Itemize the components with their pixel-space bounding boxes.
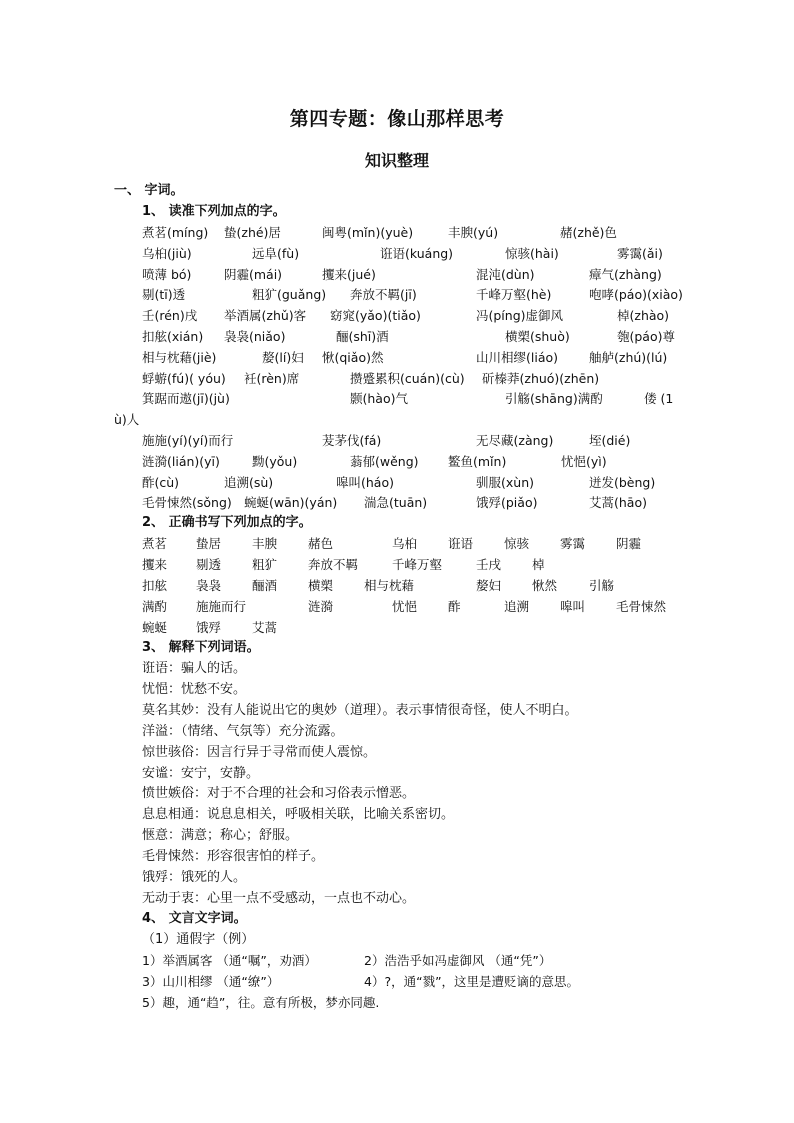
pron-item: 蜉蝣(fú)( yóu): [142, 370, 226, 386]
pron-item: 艾蒿(hāo): [589, 495, 647, 511]
write-item: 横槊: [308, 578, 334, 593]
write-item: 诳语: [448, 536, 474, 551]
pron-row: [0, 244, 794, 264]
tongjia-item: 2）浩浩乎如冯虚御风 （通“凭”）: [364, 953, 552, 968]
pron-row: [0, 410, 794, 430]
pron-item: 奔放不羁(jī): [350, 287, 417, 303]
pron-item: 引觞(shāng)满酌: [505, 391, 603, 407]
pron-item: 举酒属(zhǔ)客: [224, 308, 307, 324]
pron-item: 酢(cù): [142, 474, 180, 490]
tongjia-item: 4）?，通“戮”，这里是遭贬谪的意思。: [364, 974, 580, 989]
pron-item: 壬(rén)戌: [142, 308, 198, 324]
write-item: 涟漪: [308, 599, 334, 614]
pron-item: 阴霾(mái): [224, 266, 283, 282]
pron-item: 雾霭(ǎi): [617, 245, 663, 261]
pron-item: 饿殍(piǎo): [476, 495, 538, 511]
write-item: 嫠妇: [476, 578, 502, 593]
pron-item: 偻 (1: [644, 391, 674, 407]
pron-row: [0, 369, 794, 389]
write-item: 愀然: [532, 578, 558, 593]
pron-item: 鳘鱼(mǐn): [448, 453, 507, 469]
write-row: [0, 618, 794, 638]
pron-item: 混沌(dùn): [476, 266, 535, 282]
pron-item: 颢(hào)气: [350, 391, 408, 407]
pron-row: [0, 265, 794, 285]
pron-item: 远阜(fù): [252, 245, 300, 261]
pron-row: [0, 431, 794, 451]
write-item: 酢: [448, 599, 461, 614]
definition-item: 惬意：满意；称心；舒服。: [142, 828, 299, 844]
write-item: 奔放不羁: [308, 557, 359, 572]
pron-row: [0, 223, 794, 243]
pron-item: 涟漪(lián)(yī): [142, 453, 220, 469]
pron-item: 匏(páo)尊: [617, 329, 675, 344]
write-item: 袅袅: [196, 578, 222, 593]
definition-item: 忧悒：忧愁不安。: [142, 681, 247, 697]
pron-item: 剔(tī)透: [142, 287, 186, 303]
pron-item: 蓊郁(wěng): [350, 453, 419, 469]
tongjia-row: [0, 972, 794, 992]
write-item: 剔透: [196, 557, 222, 572]
write-item: 惊骇: [504, 536, 530, 551]
section-heading-words: 一、 字词。: [114, 183, 184, 198]
page-subtitle: 知识整理: [364, 151, 429, 170]
write-item: 乌桕: [392, 536, 418, 551]
pron-item: 湍急(tuān): [364, 495, 428, 511]
pron-item: 黝(yǒu): [252, 453, 298, 469]
pron-item: 垤(dié): [589, 433, 631, 448]
pron-item: 蜿蜒(wān)(yán): [244, 495, 338, 511]
pron-row: [0, 452, 794, 472]
pron-item: 瘴气(zhàng): [589, 266, 662, 282]
pron-row: [0, 389, 794, 409]
definition-item: 莫名其妙：没有人能说出它的奥妙（道理）。表示事情很奇怪，使人不明白。: [142, 702, 578, 718]
tongjia-row: [0, 993, 794, 1013]
pron-item: 煮茗(míng): [142, 225, 209, 240]
pron-item: 喷薄 bó): [142, 266, 192, 282]
pron-item: 千峰万壑(hè): [476, 287, 552, 303]
definition-item: 诳语：骗人的话。: [142, 661, 247, 676]
pron-item: 嫠(lí)妇: [262, 349, 304, 365]
definition-item: 饿殍：饿死的人。: [142, 870, 247, 885]
write-item: 相与枕藉: [364, 578, 415, 593]
write-item: 满酌: [142, 599, 168, 614]
pron-item: 毛骨悚然(sǒng): [142, 495, 232, 511]
pron-item: 乌桕(jiù): [142, 245, 192, 261]
pron-row: [0, 473, 794, 493]
pron-item: 驯服(xùn): [476, 474, 534, 490]
tongjia-item: 1）举酒属客 （通“嘱”，劝酒）: [142, 953, 317, 968]
pron-row: [0, 285, 794, 305]
write-row: [0, 576, 794, 596]
definition-item: 愤世嫉俗：对于不合理的社会和习俗表示憎恶。: [142, 786, 416, 802]
tongjia-item: 3）山川相缪 （通“缭”）: [142, 974, 280, 989]
write-item: 壬戌: [476, 557, 502, 572]
write-item: 千峰万壑: [392, 557, 443, 572]
pron-item: 诳语(kuáng): [380, 245, 454, 261]
pron-row: [0, 327, 794, 347]
definition-item: 安谧：安宁，安静。: [142, 765, 260, 781]
pron-row: [0, 306, 794, 326]
page-title: 第四专题：像山那样思考: [289, 108, 505, 130]
write-item: 赭色: [308, 536, 334, 551]
question-1-heading: 1、 读准下列加点的字。: [142, 204, 286, 219]
pron-item: 相与枕藉(jiè): [142, 349, 217, 365]
pron-item: 迸发(bèng): [589, 474, 656, 490]
definition-item: 惊世骇俗：因言行异于寻常而使人震惊。: [142, 744, 377, 760]
pron-item: 攒蹙累积(cuán)(cù): [350, 370, 465, 386]
pron-item: 舳舻(zhú)(lú): [589, 349, 668, 365]
pron-item: 棹(zhào): [617, 308, 670, 324]
pron-item: ù)人: [114, 412, 140, 428]
pron-item: 闽粤(mǐn)(yuè): [322, 225, 414, 240]
question-4-heading: 4、 文言文字词。: [142, 911, 247, 926]
write-item: 棹: [532, 557, 545, 572]
definition-item: 洋溢：（情绪、气氛等）充分流露。: [142, 723, 344, 739]
pron-item: 冯(píng)虚御风: [476, 308, 564, 324]
write-item: 阴霾: [616, 536, 642, 551]
definition-item: 息息相通：说息息相关，呼吸相关联，比喻关系密切。: [142, 807, 455, 823]
write-row: [0, 555, 794, 575]
write-item: 引觞: [589, 578, 615, 593]
write-item: 嗥叫: [560, 599, 586, 614]
write-item: 艾蒿: [252, 620, 278, 635]
write-item: 攫来: [142, 557, 168, 572]
write-item: 酾酒: [252, 578, 278, 593]
pron-item: 攫来(jué): [322, 266, 376, 282]
pron-item: 横槊(shuò): [505, 329, 570, 344]
definition-item: 毛骨悚然：形容很害怕的样子。: [142, 849, 325, 865]
write-item: 煮茗: [142, 536, 168, 551]
tongjia-heading: （1）通假字（例）: [142, 932, 255, 947]
write-item: 蜿蜒: [142, 620, 168, 635]
pron-item: 赭(zhě)色: [560, 225, 617, 240]
pron-item: 蛰(zhé)居: [224, 225, 281, 240]
write-item: 毛骨悚然: [616, 599, 667, 614]
pron-item: 粗犷(guǎng): [252, 287, 327, 303]
tongjia-item: 5）趣，通“趋”，往。意有所极，梦亦同趣.: [142, 995, 380, 1010]
pron-item: 忧悒(yì): [561, 453, 607, 469]
pron-item: 酾(shī)酒: [336, 329, 389, 344]
write-row: [0, 597, 794, 617]
pron-item: 施施(yí)(yí)而行: [142, 433, 234, 448]
question-3-heading: 3、 解释下列词语。: [142, 640, 260, 655]
pron-item: 咆哮(páo)(xiào): [589, 287, 683, 303]
write-row: [0, 534, 794, 554]
pron-item: 衽(rèn)席: [244, 370, 300, 386]
write-item: 丰腴: [252, 536, 278, 551]
write-item: 饿殍: [196, 620, 222, 635]
write-item: 追溯: [504, 599, 530, 614]
tongjia-row: [0, 951, 794, 971]
write-item: 蛰居: [196, 536, 222, 551]
write-item: 粗犷: [252, 557, 278, 572]
pron-item: 山川相缪(liáo): [476, 349, 559, 365]
pron-item: 茇茅伐(fá): [322, 433, 382, 448]
pron-row: [0, 348, 794, 368]
pron-item: 斫榛莽(zhuó)(zhēn): [482, 370, 600, 386]
pron-item: 惊骇(hài): [505, 245, 559, 261]
write-item: 扣舷: [142, 578, 168, 593]
write-item: 施施而行: [196, 599, 247, 614]
pron-item: 愀(qiǎo)然: [322, 349, 384, 365]
pron-item: 窈窕(yǎo)(tiǎo): [330, 308, 421, 324]
definition-item: 无动于衷：心里一点不受感动，一点也不动心。: [142, 890, 416, 906]
pron-item: 箕踞而遨(jī)(jù): [142, 391, 230, 407]
pron-item: 扣舷(xián): [142, 329, 204, 344]
pron-item: 无尽藏(zàng): [476, 433, 554, 448]
pron-item: 丰腴(yú): [448, 225, 499, 240]
pron-row: [0, 493, 794, 513]
question-2-heading: 2、 正确书写下列加点的字。: [142, 515, 312, 530]
pron-item: 追溯(sù): [224, 474, 274, 490]
pron-item: 袅袅(niǎo): [224, 329, 286, 344]
pron-item: 嗥叫(háo): [336, 474, 394, 490]
write-item: 雾霭: [560, 536, 586, 551]
write-item: 忧悒: [392, 599, 418, 614]
